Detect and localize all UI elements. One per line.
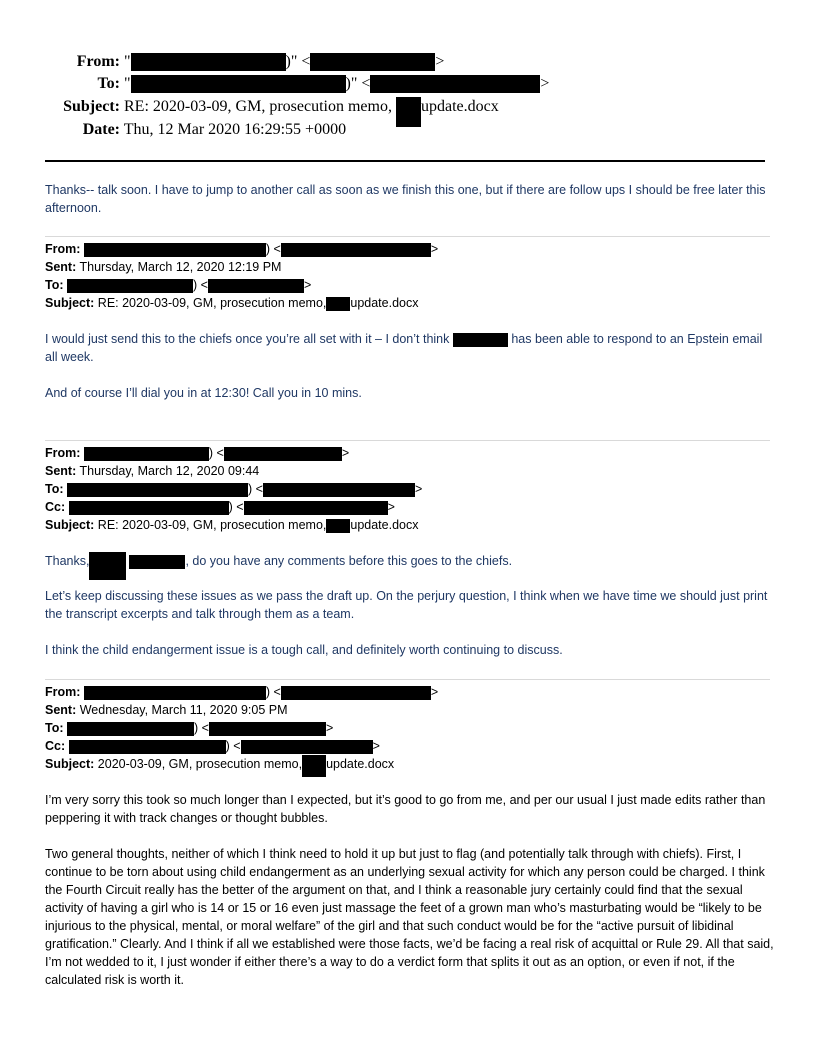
redaction bbox=[67, 279, 193, 293]
redaction bbox=[453, 333, 508, 347]
header-from-label: From: bbox=[76, 53, 120, 70]
email3-subject-suffix: update.docx bbox=[350, 518, 419, 532]
email4-from-label: From: bbox=[45, 685, 81, 699]
redaction bbox=[244, 501, 388, 515]
header-to-label: To: bbox=[97, 75, 120, 92]
email2-body-1a: I would just send this to the chiefs once you’re all set with it – I don’t think bbox=[45, 332, 450, 346]
redaction bbox=[84, 686, 266, 700]
header-divider bbox=[45, 160, 765, 162]
redaction bbox=[281, 686, 431, 700]
redaction bbox=[129, 555, 185, 569]
email2-to-row: To: ) < > bbox=[45, 278, 312, 292]
email3-to-label: To: bbox=[45, 482, 64, 496]
email-separator bbox=[45, 236, 770, 237]
email4-subject-row bbox=[45, 755, 394, 777]
redaction bbox=[302, 755, 326, 777]
redaction bbox=[224, 447, 342, 461]
redaction bbox=[84, 447, 209, 461]
email3-subject-row bbox=[45, 516, 418, 534]
email3-subject-label: Subject: bbox=[45, 518, 95, 532]
email4-sent-label: Sent: bbox=[45, 703, 77, 717]
redaction bbox=[326, 519, 350, 533]
redaction bbox=[131, 53, 286, 71]
email3-sent: Thursday, March 12, 2020 09:44 bbox=[79, 464, 260, 478]
email4-sent: Wednesday, March 11, 2020 9:05 PM bbox=[79, 703, 288, 717]
email3-body-2: Let’s keep discussing these issues as we pass the draft up. On the perjury question, I think when we have time we should just print the transcript excerpts and talk through them as a team. bbox=[45, 589, 768, 621]
redaction bbox=[67, 483, 248, 497]
email2-sent-label: Sent: bbox=[45, 260, 77, 274]
email4-cc-label: Cc: bbox=[45, 739, 66, 753]
email3-from-label: From: bbox=[45, 446, 81, 460]
email2-body-1 bbox=[45, 330, 775, 366]
email4-to-row: To: ) < > bbox=[45, 721, 334, 735]
email4-to-label: To: bbox=[45, 721, 64, 735]
redaction bbox=[370, 75, 540, 93]
redaction bbox=[67, 722, 194, 736]
header-date: Thu, 12 Mar 2020 16:29:55 +0000 bbox=[123, 121, 347, 138]
email4-subject-suffix: update.docx bbox=[326, 757, 395, 771]
email2-sent: Thursday, March 12, 2020 12:19 PM bbox=[79, 260, 282, 274]
email3-cc-label: Cc: bbox=[45, 500, 66, 514]
redaction bbox=[241, 740, 373, 754]
email3-subject: RE: 2020-03-09, GM, prosecution memo, bbox=[97, 518, 327, 532]
email4-body-2: Two general thoughts, neither of which I think need to hold it up but just to flag (and potentially talk through with chiefs). First, I continue to be torn about using child endangerment as an underlying sexual activity for which any person could be charged. I think the Fourth Circuit really has the better of the argument on that, and I think a reasonable jury certainly could find that the sexual activity of having a girl who is 14 or 15 or 16 even just massage the feet of a grown man who’s masturbating would be “likely to be injurious to the physical, mental, or moral welfare” of the girl and that such conduct would be for the “active pursuit of libidinal gratification.” Clearly. And I think if all we established were those facts, we’d be facing a real risk of acquittal or Rule 29. All that said, I’m not wedded to it, I just wonder if either there’s a way to do a verdict form that splits it out as an option, or even if not, if the calculated risk is worth it. bbox=[45, 847, 774, 987]
email2-from-row: From: ) < > bbox=[45, 242, 439, 256]
email-separator bbox=[45, 679, 770, 680]
email4-from-row: From: ) < > bbox=[45, 685, 439, 699]
email2-subject-suffix: update.docx bbox=[350, 296, 419, 310]
email4-cc-row: Cc: ) < > bbox=[45, 739, 380, 753]
email2-subject-row bbox=[45, 294, 418, 312]
reply-body: Thanks-- talk soon. I have to jump to another call as soon as we finish this one, but if there are follow ups I should be free later this afternoon. bbox=[45, 183, 766, 215]
email3-sent-row bbox=[45, 462, 259, 480]
email2-from-label: From: bbox=[45, 242, 81, 256]
email3-to-row: To: ) < > bbox=[45, 482, 423, 496]
email2-subject-label: Subject: bbox=[45, 296, 95, 310]
redaction bbox=[84, 243, 266, 257]
header-to-row: To: " )" < > bbox=[60, 74, 549, 94]
email4-subject: 2020-03-09, GM, prosecution memo, bbox=[97, 757, 303, 771]
email4-body-1: I’m very sorry this took so much longer than I expected, but it’s good to go from me, and per our usual I just made edits rather than peppering it with track changes or thought bubbles. bbox=[45, 793, 766, 825]
email2-body-1b: has been able to respond to an Epstein email all week. bbox=[45, 332, 763, 364]
redaction bbox=[89, 552, 126, 580]
redaction bbox=[69, 740, 226, 754]
redaction bbox=[326, 297, 350, 311]
email3-body-1b: , do you have any comments before this goes to the chiefs. bbox=[185, 554, 513, 568]
email3-cc-row: Cc: ) < > bbox=[45, 500, 395, 514]
email-separator bbox=[45, 440, 770, 441]
redaction bbox=[208, 279, 304, 293]
email3-from-row: From: ) < > bbox=[45, 446, 350, 460]
email3-body-3: I think the child endangerment issue is a tough call, and definitely worth continuing to discuss. bbox=[45, 643, 563, 657]
email3-body-1a: Thanks, bbox=[45, 554, 90, 568]
email2-sent-row bbox=[45, 258, 281, 276]
email2-subject: RE: 2020-03-09, GM, prosecution memo, bbox=[97, 296, 327, 310]
email4-subject-label: Subject: bbox=[45, 757, 95, 771]
redaction bbox=[281, 243, 431, 257]
email2-body-2: And of course I’ll dial you in at 12:30! Call you in 10 mins. bbox=[45, 386, 362, 400]
email4-sent-row bbox=[45, 701, 288, 719]
header-subject: RE: 2020-03-09, GM, prosecution memo, bbox=[124, 98, 392, 115]
email3-body-1 bbox=[45, 552, 775, 580]
redaction bbox=[310, 53, 435, 71]
header-subject-suffix: update.docx bbox=[420, 98, 499, 115]
header-date-label: Date: bbox=[82, 121, 120, 138]
redaction bbox=[396, 97, 421, 127]
email3-sent-label: Sent: bbox=[45, 464, 77, 478]
redaction bbox=[263, 483, 415, 497]
header-subject-label: Subject: bbox=[63, 98, 120, 115]
redaction bbox=[131, 75, 346, 93]
email2-to-label: To: bbox=[45, 278, 64, 292]
redaction bbox=[209, 722, 326, 736]
header-from-row: From: " )" < > bbox=[60, 52, 444, 72]
redaction bbox=[69, 501, 229, 515]
header-date-row bbox=[60, 120, 346, 140]
